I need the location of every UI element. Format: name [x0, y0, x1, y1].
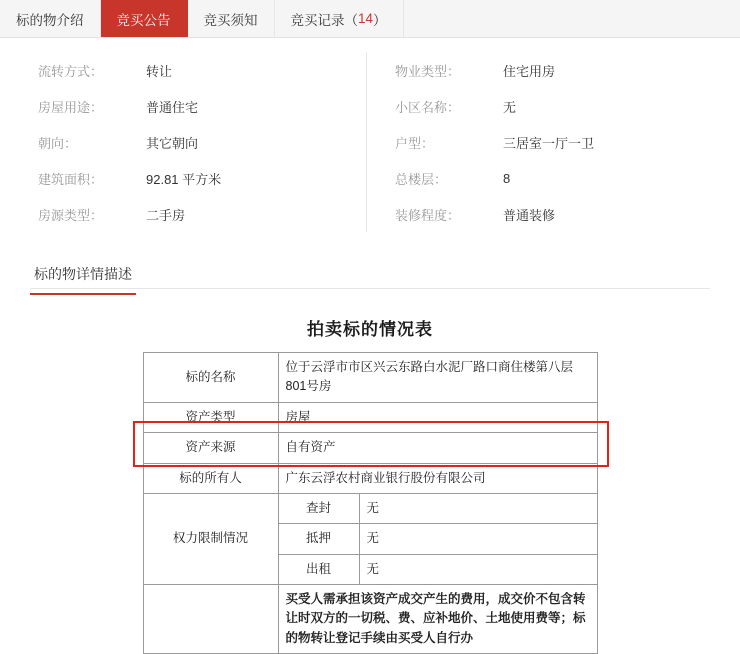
spec-value: 普通住宅 — [146, 99, 199, 115]
tab-jingmai-gonggao[interactable] — [101, 0, 188, 37]
row-subkey: 出租 — [278, 554, 359, 584]
spec-label: 总楼层： — [395, 171, 448, 187]
row-value: 无 — [359, 524, 597, 554]
column-divider — [367, 52, 378, 88]
table-row — [20, 160, 723, 196]
tab-jingmai-xuzhi[interactable] — [188, 0, 275, 37]
row-value: 房屋 — [278, 402, 597, 432]
column-divider — [367, 88, 378, 124]
spec-value: 普通装修 — [503, 207, 556, 223]
detail-section-header — [30, 254, 710, 289]
tab-label: 竞买公告 — [116, 12, 171, 28]
row-key-empty — [143, 585, 278, 654]
table-row — [20, 196, 723, 232]
property-spec-table — [20, 52, 723, 232]
table-row — [143, 585, 597, 654]
spec-value: 8 — [503, 170, 511, 186]
column-divider — [367, 124, 378, 160]
spec-value: 其它朝向 — [146, 135, 199, 151]
row-key: 资产来源 — [143, 433, 278, 463]
spec-label: 物业类型： — [395, 63, 461, 79]
row-subkey: 查封 — [278, 493, 359, 523]
row-value: 广东云浮农村商业银行股份有限公司 — [278, 463, 597, 493]
table-row — [143, 353, 597, 403]
row-key: 标的所有人 — [143, 463, 278, 493]
table-row — [20, 52, 723, 88]
spec-value: 住宅用房 — [503, 63, 556, 79]
table-row — [20, 88, 723, 124]
row-value: 无 — [359, 554, 597, 584]
row-value: 自有资产 — [278, 433, 597, 463]
table-row — [143, 493, 597, 523]
tab-label-suffix: ） — [373, 12, 387, 28]
spec-label: 装修程度： — [395, 207, 461, 223]
spec-label: 建筑面积： — [38, 171, 104, 187]
spec-value: 92.81 平方米 — [146, 171, 222, 187]
tab-label: 竞买记录（ — [290, 12, 358, 28]
tab-label: 标的物介绍 — [16, 12, 84, 28]
row-note: 买受人需承担该资产成交产生的费用，成交价不包含转让时双方的一切税、费、应补地价、土地使用费等；标的物转让登记手续由买受人自行办 — [278, 585, 597, 654]
tab-label: 竞买须知 — [203, 12, 258, 28]
auction-info-table — [143, 352, 598, 654]
table-row — [143, 433, 597, 463]
table-row — [20, 124, 723, 160]
spec-label: 户型： — [395, 135, 435, 151]
spec-label: 房屋用途： — [38, 99, 104, 115]
document-title: 拍卖标的情况表 — [307, 320, 433, 339]
auction-detail-document — [143, 315, 598, 654]
tab-jingmai-jilu[interactable] — [275, 0, 404, 37]
row-value: 位于云浮市市区兴云东路白水泥厂路口商住楼第八层801号房 — [278, 353, 597, 403]
tab-biaodewu-jieshao[interactable] — [0, 0, 101, 37]
row-value: 无 — [359, 493, 597, 523]
page-title: 标的物详情描述 — [30, 264, 136, 295]
row-key: 资产类型 — [143, 402, 278, 432]
tab-count-badge: 14 — [358, 11, 374, 26]
spec-value: 三居室一厅一卫 — [503, 135, 595, 151]
row-key: 权力限制情况 — [143, 493, 278, 584]
spec-value: 二手房 — [146, 207, 186, 223]
spec-label: 房源类型： — [38, 207, 104, 223]
table-row — [143, 402, 597, 432]
table-row — [143, 463, 597, 493]
spec-label: 小区名称： — [395, 99, 461, 115]
column-divider — [367, 160, 378, 196]
column-divider — [367, 196, 378, 232]
spec-label: 朝向： — [38, 135, 78, 151]
row-key: 标的名称 — [143, 353, 278, 403]
row-subkey: 抵押 — [278, 524, 359, 554]
spec-value: 无 — [503, 99, 517, 115]
spec-label: 流转方式： — [38, 63, 104, 79]
tab-bar — [0, 0, 740, 38]
spec-value: 转让 — [146, 63, 173, 79]
